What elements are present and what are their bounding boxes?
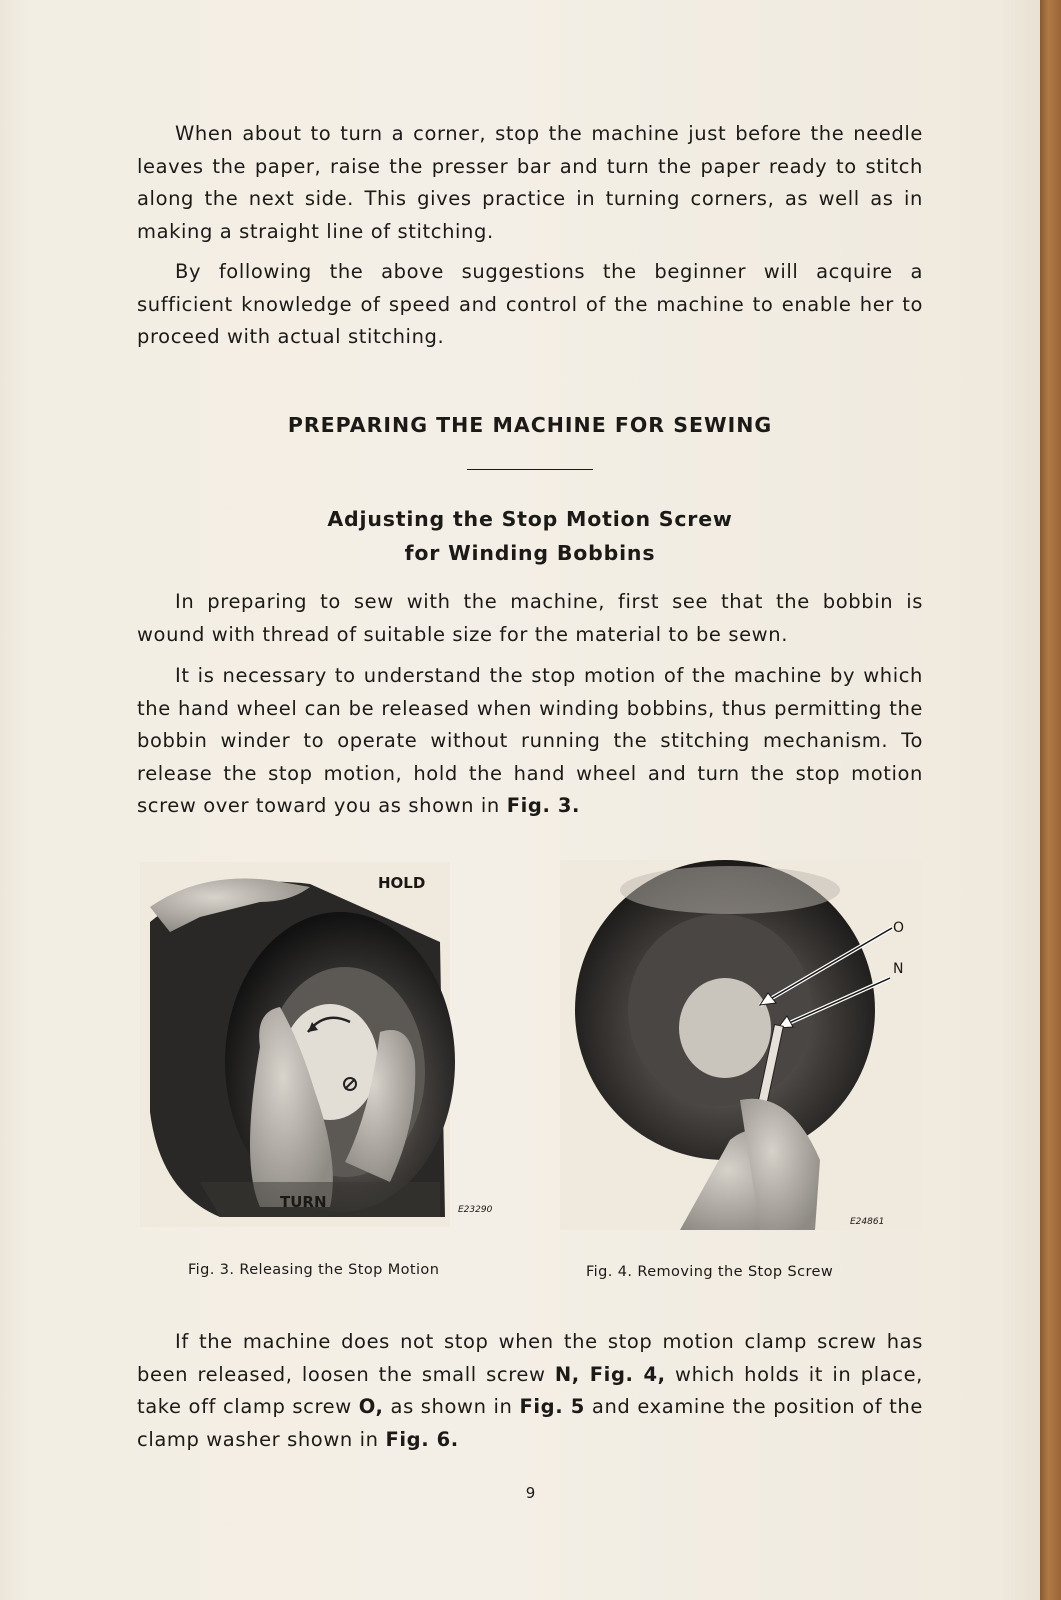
fig6-reference: Fig. 6. (385, 1427, 459, 1451)
fig3-hold-label: HOLD (378, 874, 426, 892)
fig4-label-n: N (893, 961, 904, 977)
fig5-reference: Fig. 5 (519, 1395, 585, 1418)
paragraph-turning-corners: When about to turn a corner, stop the machine just before the needle leaves the paper, raise the presser bar and turn the paper ready to stitch along the next side. This gives practice in turning corners, as well as in making a straight line of stitching. (137, 122, 923, 243)
fig3-reference: Fig. 3. (506, 794, 581, 817)
screw-n-reference: N, Fig. 4, (554, 1362, 666, 1386)
figure-3-image (140, 862, 493, 1227)
clamp-text-a: If the machine does not stop when the stop motion clamp screw has been released, loosen the small screw (137, 1330, 923, 1386)
page-edge (1040, 0, 1061, 1600)
clamp-text-b: which holds it in place, take off clamp screw (137, 1362, 923, 1418)
figure-4-image (560, 860, 922, 1230)
fig4-label-o: O (893, 920, 905, 936)
stop-motion-text: It is necessary to understand the stop motion of the machine by which the hand wheel can be released when winding bobbins, thus permitting the bobbin winder to operate without running the stitching mechanism. To release the stop motion, hold the hand wheel and turn the stop motion screw over toward you as shown in (137, 664, 923, 817)
heading-divider (467, 469, 593, 470)
figure-3-caption: Fig. 3. Releasing the Stop Motion (188, 1262, 440, 1278)
fig4-code: E24861 (850, 1217, 885, 1227)
page-number: 9 (525, 1484, 536, 1502)
subheading-line-2: for Winding Bobbins (404, 541, 656, 565)
paragraph-beginner-control: By following the above suggestions the beginner will acquire a sufficient knowledge of speed and control of the machine to enable her to proceed with actual stitching. (137, 260, 923, 348)
subheading-line-1: Adjusting the Stop Motion Screw (327, 507, 733, 531)
clamp-text-d: and examine the position of the clamp washer shown in (137, 1395, 923, 1451)
fig3-code: E23290 (458, 1205, 493, 1215)
screw-o-reference: O, (358, 1395, 384, 1418)
clamp-text-c: as shown in (390, 1395, 513, 1418)
section-heading: PREPARING THE MACHINE FOR SEWING (287, 413, 773, 437)
paragraph-bobbin-wound: In preparing to sew with the machine, first see that the bobbin is wound with thread of suitable size for the material to be sewn. (137, 590, 923, 646)
figure-4-caption: Fig. 4. Removing the Stop Screw (586, 1264, 834, 1280)
fig3-turn-label: TURN (280, 1193, 327, 1211)
paragraph-clamp-screw (137, 1326, 923, 1456)
paragraph-stop-motion (137, 660, 923, 823)
